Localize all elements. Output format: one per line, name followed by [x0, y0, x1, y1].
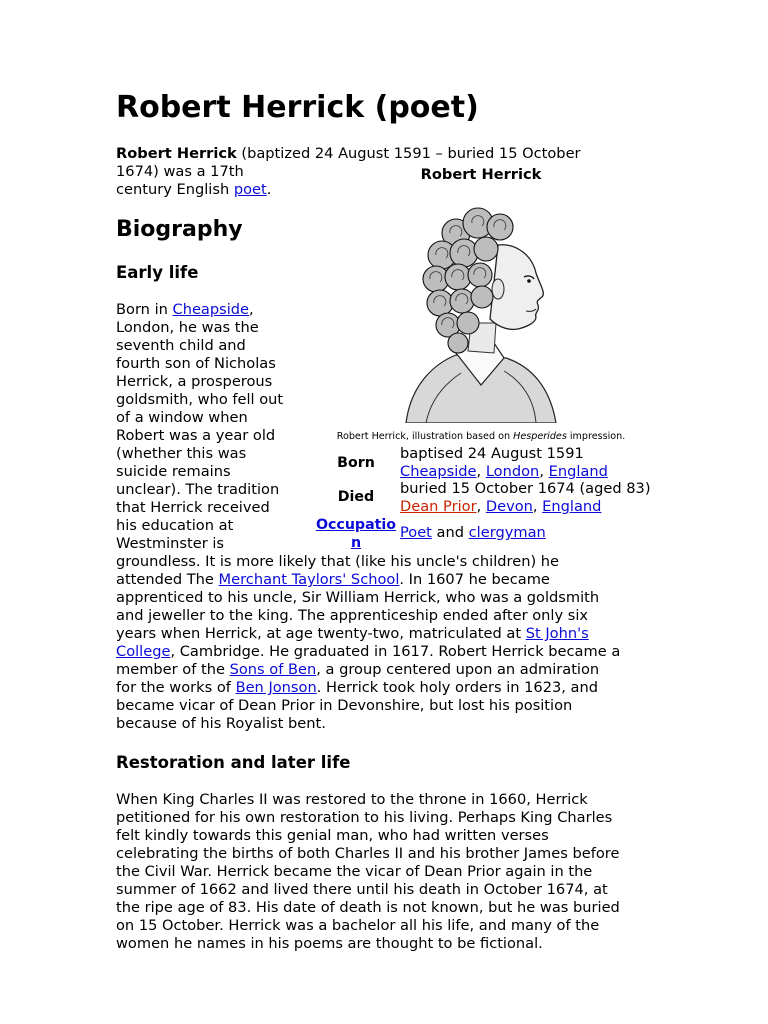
text-line: women he names in his poems are thought to be fictional.: [116, 935, 543, 952]
text-segment: because of his Royalist bent.: [116, 715, 326, 732]
text-line: [116, 589, 620, 607]
text-segment: goldsmith, who fell out: [116, 391, 284, 408]
inline-link[interactable]: St John's: [525, 625, 589, 642]
text-line: [116, 643, 620, 661]
died-place-england[interactable]: England: [542, 498, 602, 515]
text-segment: his education at: [116, 517, 234, 534]
inline-link[interactable]: Cheapside: [172, 301, 250, 318]
inline-link[interactable]: Ben Jonson: [235, 679, 317, 696]
text-segment: ,: [249, 301, 254, 318]
text-line: felt kindly towards this genial man, who had written verses: [116, 827, 549, 844]
occupation-link-1[interactable]: Occupatio: [315, 517, 397, 533]
text-segment: groundless. It is more likely that (like his uncle's children) he: [116, 553, 559, 570]
text-line: [116, 337, 283, 355]
born-place-england[interactable]: England: [548, 463, 608, 480]
died-place-devon[interactable]: Devon: [485, 498, 533, 515]
text-segment: . In 1607 he became: [399, 571, 550, 588]
text-line: [116, 607, 620, 625]
text-line: [116, 571, 620, 589]
intro-text-3: century English: [116, 181, 234, 198]
text-line: [116, 355, 283, 373]
text-line: [116, 409, 283, 427]
restoration-heading: Restoration and later life: [116, 753, 351, 772]
occupation-poet-link[interactable]: Poet: [400, 524, 432, 541]
text-line: petitioned for his own restoration to his living. Perhaps King Charles: [116, 809, 613, 826]
text-line: the ripe age of 83. His date of death is not known, but he was buried: [116, 899, 620, 916]
early-life-heading: Early life: [116, 263, 199, 282]
text-line: [116, 445, 283, 463]
text-segment: years when Herrick, at age twenty-two, matriculated at: [116, 625, 526, 642]
born-label: Born: [337, 455, 375, 471]
born-place-london[interactable]: London: [485, 463, 540, 480]
occupation-clergyman-link[interactable]: clergyman: [468, 524, 546, 541]
text-line: [116, 661, 620, 679]
text-line: [116, 463, 283, 481]
text-line: [116, 499, 283, 517]
text-segment: that Herrick received: [116, 499, 270, 516]
intro-bold-name: Robert Herrick: [116, 145, 237, 162]
text-line: [116, 679, 620, 697]
occupation-label: [312, 516, 400, 552]
intro-text-2: 1674) was a 17th: [116, 163, 244, 180]
occupation-link-2[interactable]: n: [350, 535, 362, 551]
text-segment: . Herrick took holy orders in 1623, and: [316, 679, 599, 696]
text-line: [116, 697, 620, 715]
intro-text-1: (baptized 24 August 1591 – buried 15 October: [236, 145, 581, 162]
text-segment: , Cambridge. He graduated in 1617. Robert Herrick became a: [170, 643, 621, 660]
inline-link[interactable]: Merchant Taylors' School: [218, 571, 400, 588]
text-segment: became vicar of Dean Prior in Devonshire, but lost his position: [116, 697, 573, 714]
text-segment: Herrick, a prosperous: [116, 373, 273, 390]
text-segment: Westminster is: [116, 535, 224, 552]
biography-heading: Biography: [116, 217, 243, 242]
text-line: [116, 715, 620, 733]
text-segment: Born in: [116, 301, 173, 318]
text-line: When King Charles II was restored to the throne in 1660, Herrick: [116, 791, 588, 808]
inline-link[interactable]: Sons of Ben: [229, 661, 317, 678]
born-place-cheapside[interactable]: Cheapside: [400, 463, 477, 480]
text-segment: attended The: [116, 571, 219, 588]
occupation-value: Poet and clergyman: [400, 524, 546, 541]
text-segment: for the works of: [116, 679, 236, 696]
early-life-wide: [116, 553, 620, 733]
text-line: [116, 301, 283, 319]
restoration-paragraph: [116, 791, 620, 953]
text-segment: suicide remains: [116, 463, 231, 480]
intro-text-4: .: [266, 181, 272, 198]
text-segment: fourth son of Nicholas: [116, 355, 276, 372]
text-line: on 15 October. Herrick was a bachelor all his life, and many of the: [116, 917, 600, 934]
text-segment: apprenticed to his uncle, Sir William Herrick, who was a goldsmith: [116, 589, 600, 606]
died-value: buried 15 October 1674 (aged 83) Dean Prior, Devon, England: [400, 480, 651, 515]
portrait-caption: Robert Herrick, illustration based on Hesperides impression.: [336, 431, 626, 442]
text-segment: unclear). The tradition: [116, 481, 280, 498]
text-segment: (whether this was: [116, 445, 247, 462]
page-title: Robert Herrick (poet): [116, 90, 479, 125]
text-segment: member of the: [116, 661, 230, 678]
text-segment: , a group centered upon an admiration: [316, 661, 600, 678]
text-line: [116, 625, 620, 643]
born-value: baptised 24 August 1591 Cheapside, London, England: [400, 445, 608, 480]
infobox-title: Robert Herrick: [420, 166, 542, 183]
text-line: the Civil War. Herrick became the vicar of Dean Prior again in the: [116, 863, 593, 880]
died-label: Died: [337, 489, 375, 505]
text-line: [116, 481, 283, 499]
text-line: [116, 319, 283, 337]
text-line: [116, 427, 283, 445]
text-segment: seventh child and: [116, 337, 246, 354]
text-segment: of a window when: [116, 409, 248, 426]
poet-link[interactable]: poet: [233, 181, 267, 198]
text-line: [116, 553, 620, 571]
text-line: [116, 535, 283, 553]
text-segment: Robert was a year old: [116, 427, 276, 444]
text-line: [116, 391, 283, 409]
text-segment: and jeweller to the king. The apprenticeship ended after only six: [116, 607, 589, 624]
portrait-engraving-icon: [386, 193, 566, 423]
text-line: celebrating the births of both Charles II and his brother James before: [116, 845, 620, 862]
text-line: [116, 373, 283, 391]
early-life-narrow: [116, 301, 283, 553]
died-place-dean-prior[interactable]: Dean Prior: [400, 498, 477, 515]
text-line: summer of 1662 and lived there until his death in October 1674, at: [116, 881, 608, 898]
text-segment: London, he was the: [116, 319, 259, 336]
text-line: [116, 517, 283, 535]
inline-link[interactable]: College: [116, 643, 171, 660]
